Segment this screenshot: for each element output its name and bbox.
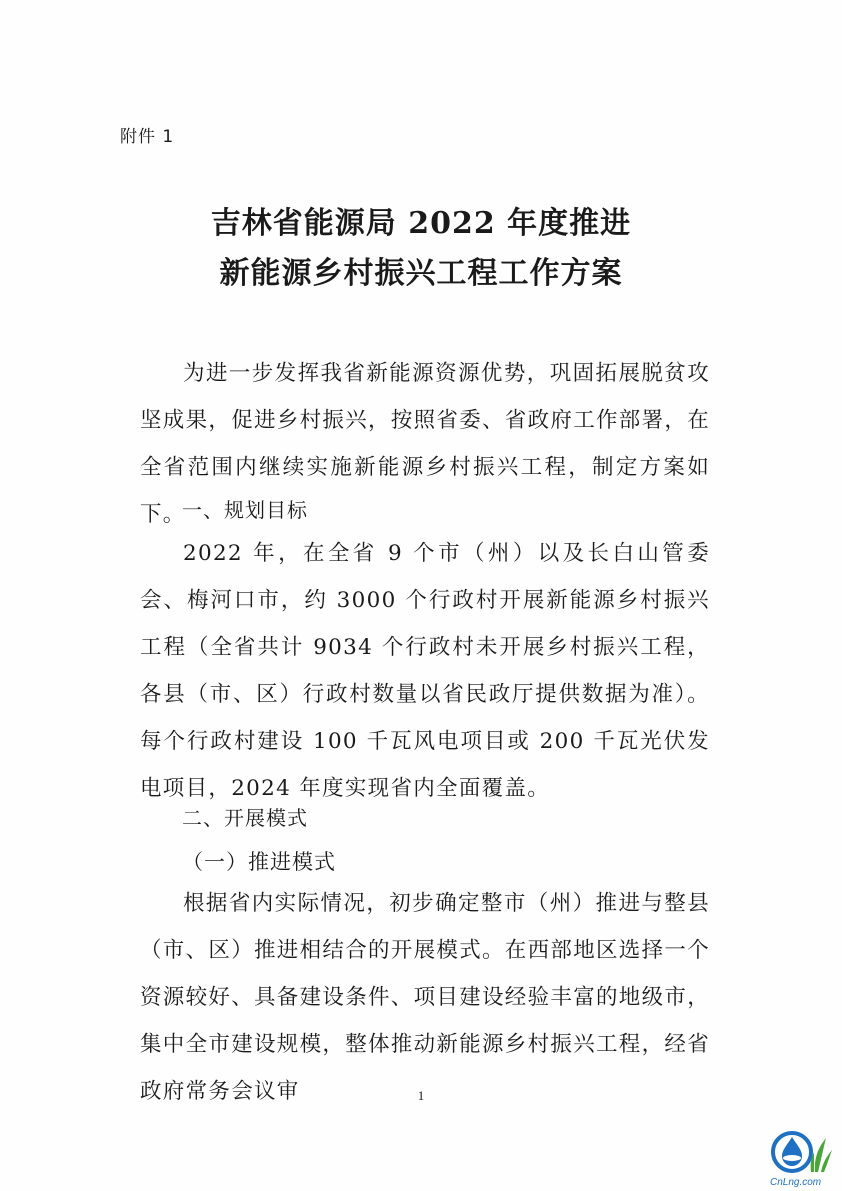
intro-paragraph: 为进一步发挥我省新能源资源优势，巩固拓展脱贫攻坚成果，促进乡村振兴，按照省委、省政府工作部署，在全省范围内继续实施新能源乡村振兴工程，制定方案如下。: [140, 361, 711, 527]
section-2-heading: 二、开展模式: [182, 806, 308, 830]
attachment-label: 附件 1: [120, 127, 175, 147]
section-2-subheading: （一）推进模式: [182, 850, 336, 874]
section-2-paragraph: 根据省内实际情况，初步确定整市（州）推进与整县（市、区）推进相结合的开展模式。在西部地区选择一个资源较好、具备建设条件、项目建设经验丰富的地级市，集中全市建设规模，整体推动新能源乡村振兴工程，经省政府常务会议审: [140, 891, 711, 1104]
section-1-paragraph: 2022 年，在全省 9 个市（州）以及长白山管委会、梅河口市，约 3000 个行政村开展新能源乡村振兴工程（全省共计 9034 个行政村未开展乡村振兴工程，各县（市、区）行政村数量以省民政厅提供数据为准）。每个行政村建设 100 千瓦风电项目或 200 千瓦光伏发电项目，2024 年度实现省内全面覆盖。: [140, 541, 710, 801]
section-1-heading: 一、规划目标: [182, 498, 308, 522]
document-title-line-2: 新能源乡村振兴工程工作方案: [219, 256, 623, 291]
watermark-logo: [768, 1128, 834, 1188]
page-number: 1: [417, 1088, 425, 1103]
water-drop-logo-icon: [768, 1128, 834, 1188]
document-title-line-1: 吉林省能源局 2022 年度推进: [210, 206, 632, 241]
watermark-text: CnLng.com: [770, 1177, 822, 1188]
